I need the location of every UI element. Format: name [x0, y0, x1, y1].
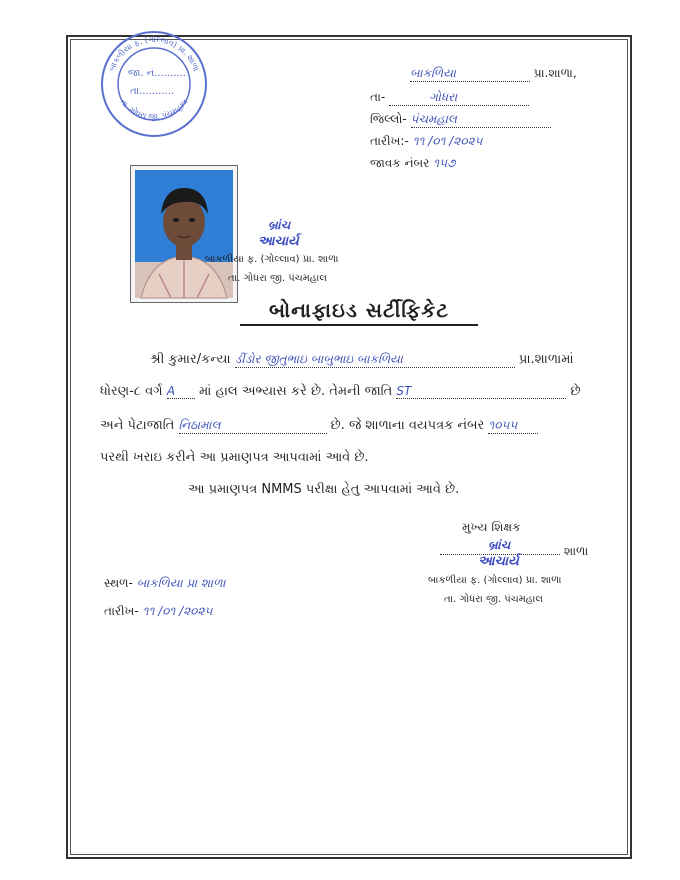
header-date-label: તારીખ:-: [370, 134, 409, 148]
footer-date-label: તારીખ-: [104, 604, 139, 618]
principal-signature-bottom: બ્રાંચ: [488, 538, 511, 552]
header-school-suffix: પ્રા.શાળા,: [533, 66, 577, 80]
header-taluka-label: તા-: [370, 90, 386, 104]
class-value: A: [166, 384, 176, 398]
header-district-line: [370, 112, 551, 128]
header-date-line: [370, 134, 482, 149]
subcaste-value: નિઠામાલ: [178, 418, 221, 432]
body-l1-prefix: શ્રી કુમાર/કન્યા: [150, 352, 231, 367]
head-teacher-school-suffix: શાળા: [563, 544, 589, 558]
header-school-value: બાકળિયા: [410, 66, 456, 80]
body-line-5: આ પ્રમાણપત્ર NMMS પરીક્ષા હેતુ આપવામાં આવે છે.: [188, 482, 460, 497]
stamp-date-line: તા...........: [130, 86, 175, 97]
footer-date-line: [104, 604, 212, 619]
principal-school-bottom: બાકળીયા ફ. (ગોલ્લાવ) પ્રા. શાળા: [428, 575, 562, 586]
body-l1-suffix: પ્રા.શાળામાં: [518, 352, 574, 367]
student-portrait-icon: [131, 166, 237, 302]
principal-school-top: બાકળીયા ફ. (ગોલ્લાવ) પ્રા. શાળા: [205, 254, 339, 265]
principal-address-top: તા. ગોધરા જી. પંચમહાલ: [228, 273, 327, 284]
body-line-3: [100, 418, 538, 434]
certificate-title: બોનાફાઇડ સર્ટીફિકેટ: [240, 298, 478, 326]
body-l3-prefix: અને પેટાજાતિ: [100, 418, 175, 433]
body-line-4: પરથી ખરાઇ કરીને આ પ્રમાણપત્ર આપવામાં આવે છે.: [100, 450, 369, 465]
stamp-top-text: બાકળીયા ફ. (ગોલ્લાવ) પ્રા. શાળા: [107, 34, 201, 73]
school-stamp: [98, 28, 210, 140]
place-label: સ્થળ-: [104, 576, 133, 590]
stamp-bottom-text: તા. ગોધરા જી. પંચમહાલ: [118, 97, 190, 122]
body-l2-suffix: છે: [570, 384, 581, 399]
place-value: બાકળિયા પ્રા શાળા: [136, 576, 226, 590]
header-school-line: [410, 66, 577, 82]
header-outward-value: ૧૫૭: [433, 156, 456, 170]
header-district-label: જિલ્લો-: [370, 112, 407, 126]
head-teacher-label: મુખ્ય શિક્ષક: [462, 520, 521, 534]
header-taluka-value: ગોધરા: [429, 90, 458, 104]
body-l2-prefix: ધોરણ-૮ વર્ગ: [100, 384, 163, 399]
student-photo: [130, 165, 238, 303]
principal-signature-top: બ્રાંચ: [268, 218, 291, 232]
certificate-inner-border: [70, 39, 628, 855]
caste-value: ST: [396, 384, 412, 398]
header-district-value: પંચમહાલ: [410, 112, 457, 126]
stamp-number-line: જા. નં..........: [128, 68, 186, 79]
body-l2-mid: માં હાલ અભ્યાસ કરે છે. તેમની જાતિ: [198, 384, 393, 399]
principal-address-bottom: તા. ગોધરા જી. પંચમહાલ: [444, 594, 543, 605]
place-line: [104, 576, 225, 591]
header-date-value: ૧૧ /૦૧ /૨૦૨૫: [412, 134, 483, 148]
body-line-1: [150, 352, 574, 368]
student-name-value: ડીંડોર જીતુભાઇ બાબુભાઇ બાકળિયા: [234, 352, 403, 366]
body-l3-mid: છે. જે શાળાના વયપત્રક નંબર: [330, 418, 485, 433]
header-taluka-line: [370, 90, 529, 106]
principal-title-top: આચાર્ય: [258, 234, 299, 249]
header-outward-line: [370, 156, 455, 171]
body-line-2: [100, 384, 581, 399]
register-number-value: ૧૦૫૫: [488, 418, 518, 432]
principal-title-bottom: આચાર્ય: [478, 554, 519, 569]
header-outward-label: જાવક નંબર: [370, 156, 430, 170]
footer-date-value: ૧૧ /૦૧ /૨૦૨૫: [142, 604, 213, 618]
stamp-circle-icon: [98, 28, 210, 140]
